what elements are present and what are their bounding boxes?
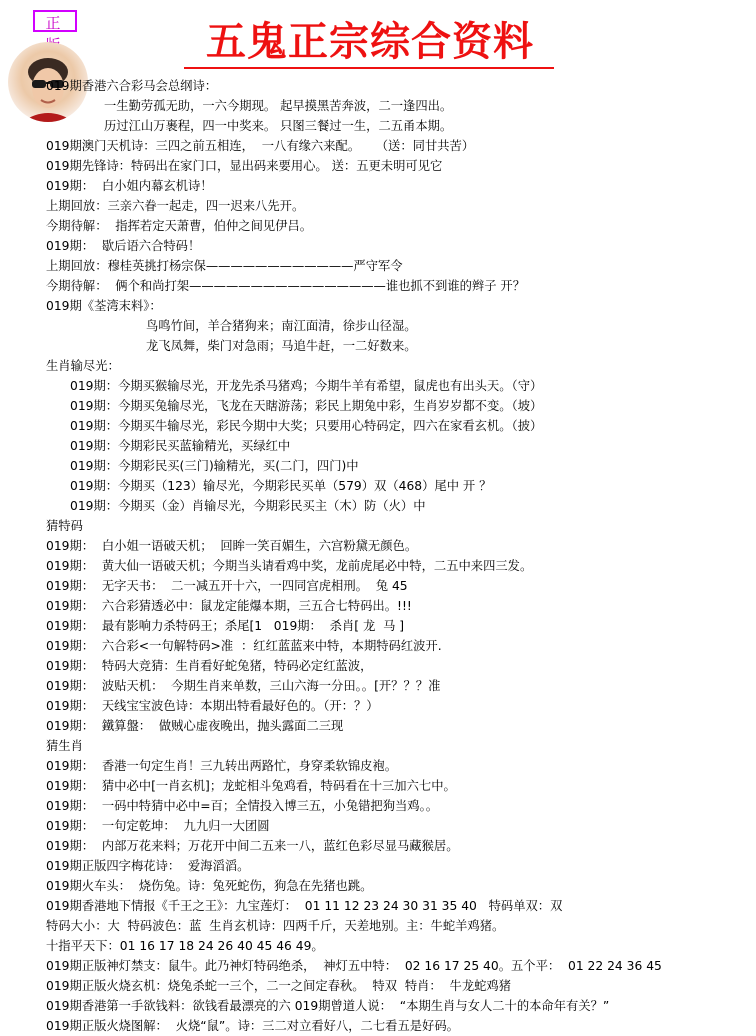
text-line: 019期： 白小姐一语破天机； 回眸一笑百媚生，六宫粉黛无颜色。 [46, 539, 418, 553]
text-line: 019期：今期买猴输尽光，开龙先杀马猪鸡；今期牛羊有希望，鼠虎也有出头天。（守） [70, 379, 543, 393]
text-line: 019期：今期买兔输尽光，飞龙在天瞎游荡；彩民上期兔中彩，生肖岁岁都不变。（坡） [70, 399, 543, 413]
text-line: 今期待解： 俩个和尚打架————————————————谁也抓不到谁的辫子 开？ [46, 279, 526, 293]
text-line: 019期正版神灯禁支：鼠牛。此乃神灯特码绝杀， 神灯五中特： 02 16 17 25 40。五个平： 01 22 24 36 45 [46, 959, 662, 973]
text-line: 019期： 一句定乾坤： 九九归一大团圆 [46, 819, 270, 833]
text-line: 鸟鸣竹间，羊合猪狗来；南江面清，徐步山径湿。 [146, 319, 417, 333]
text-line: 019期： 猜中必中[一肖玄机]；龙蛇相斗兔鸡看，特码看在十三加六七中。 [46, 779, 456, 793]
text-line: 019期： 内部万花来料；万花开中间二五来一八，蓝红色彩尽显马藏猴居。 [46, 839, 459, 853]
text-line: 019期： 一码中特猜中必中=百；全情投入博三五，小兔错把狗当鸡。。 [46, 799, 439, 813]
text-line: 019期：今期买牛输尽光，彩民今期中大奖；只要用心特码定，四六在家看玄机。（披） [70, 419, 543, 433]
text-line: 019期： 六合彩猜透必中：鼠龙定能爆本期，三五合七特码出。!!! [46, 599, 412, 613]
text-line: 019期香港六合彩马会总纲诗： [46, 79, 218, 93]
text-line: 019期正版四字梅花诗： 爱海滔滔。 [46, 859, 250, 873]
text-line: 上期回放：穆桂英挑打杨宗保————————————严守军令 [46, 259, 403, 273]
text-line: 猜特码 [46, 519, 83, 533]
text-line: 019期火车头： 烧伤兔。诗：兔死蛇伤，狗急在先猪也跳。 [46, 879, 373, 893]
text-line: 019期： 六合彩<一句解特码>准 ：红红蓝蓝来中特，本期特码红波开. [46, 639, 442, 653]
text-line: 019期正版火烧玄机：烧兔杀蛇一三个，二一之间定春秋。 特双 特肖： 牛龙蛇鸡猪 [46, 979, 512, 993]
page-title: 五鬼正宗综合资料 [206, 18, 534, 65]
text-line: 019期先锋诗：特码出在家门口，显出码来要用心。 送：五更未明可见它 [46, 159, 443, 173]
text-line: 历过江山万裹程，四一中奖来。 只图三餐过一生，二五甬本期。 [104, 119, 453, 133]
text-line: 019期正版火烧图解： 火烧“鼠”。诗：三二对立看好八，二七看五是好码。 [46, 1019, 459, 1033]
text-line: 019期《荃湾末料》： [46, 299, 162, 313]
text-line: 019期：今期彩民买(三门)输精光，买(二门，四门)中 [70, 459, 359, 473]
text-line: 019期： 香港一句定生肖！三九转出两路忙，身穿柔软锦皮袍。 [46, 759, 398, 773]
text-line: 019期： 白小姐内幕玄机诗！ [46, 179, 213, 193]
text-line: 特码大小：大 特码波色：蓝 生肖玄机诗：四两千斤，天差地别。主：牛蛇羊鸡猪。 [46, 919, 505, 933]
text-line: 019期香港第一手欲钱料：欲钱看最漂亮的六 019期曾道人说： “本期生肖与女人二十的本命年有关？” [46, 999, 610, 1013]
text-line: 019期：今期彩民买蓝输精光，买绿红中 [70, 439, 291, 453]
text-line: 猜生肖 [46, 739, 83, 753]
text-line: 十指平天下：01 16 17 18 24 26 40 45 46 49。 [46, 939, 324, 953]
text-line: 今期待解： 指挥若定天萧曹，伯仲之间见伊吕。 [46, 219, 313, 233]
text-line: 一生勤劳孤无助，一六今期现。 起早摸黑苦奔波，二一逢四出。 [104, 99, 453, 113]
text-line: 019期： 黄大仙一语破天机；今期当头请看鸡中奖，龙前虎尾必中特，二五中来四三发。 [46, 559, 533, 573]
text-line: 上期回放：三亲六眷一起走，四一迟来八先开。 [46, 199, 305, 213]
text-line: 019期： 波贴天机： 今期生肖来单数，三山六海一分田。。[开？？？准 [46, 679, 441, 693]
text-line: 019期： 特码大竞猜：生肖看好蛇兔猪，特码必定红蓝波， [46, 659, 373, 673]
text-line: 019期：今期买（金）肖输尽光，今期彩民买主（木）防（火）中 [70, 499, 426, 513]
text-line: 019期： 天线宝宝波色诗：本期出特看最好色的。（开：？） [46, 699, 379, 713]
document-body [0, 76, 756, 1033]
text-line: 龙飞凤舞，柴门对急雨；马追牛赶，一二好数来。 [146, 339, 417, 353]
text-line: 019期： 歇后语六合特码！ [46, 239, 201, 253]
text-line: 生肖输尽光： [46, 359, 120, 373]
authentic-badge: 正 [33, 10, 77, 32]
text-line: 019期： 鐵算盤： 做贼心虚夜晚出，抛头露面二三现 [46, 719, 344, 733]
text-line: 019期： 最有影响力杀特码王；杀尾[1 019期： 杀肖[ 龙 马 ] [46, 619, 405, 633]
text-line: 019期： 无字天书： 二一减五开十六，一四同宫虎相刑。 兔 45 [46, 579, 408, 593]
text-line: 019期：今期买（123）输尽光，今期彩民买单（579）双（468）尾中 开 ？ [70, 479, 492, 493]
text-line: 019期澳门天机诗：三四之前五相连， 一八有缘六来配。 （送：同甘共苦） [46, 139, 475, 153]
title-underline [184, 67, 554, 69]
text-line: 019期香港地下情报《千王之王》：九宝莲灯： 01 11 12 23 24 30 31 35 40 特码单双：双 [46, 899, 563, 913]
